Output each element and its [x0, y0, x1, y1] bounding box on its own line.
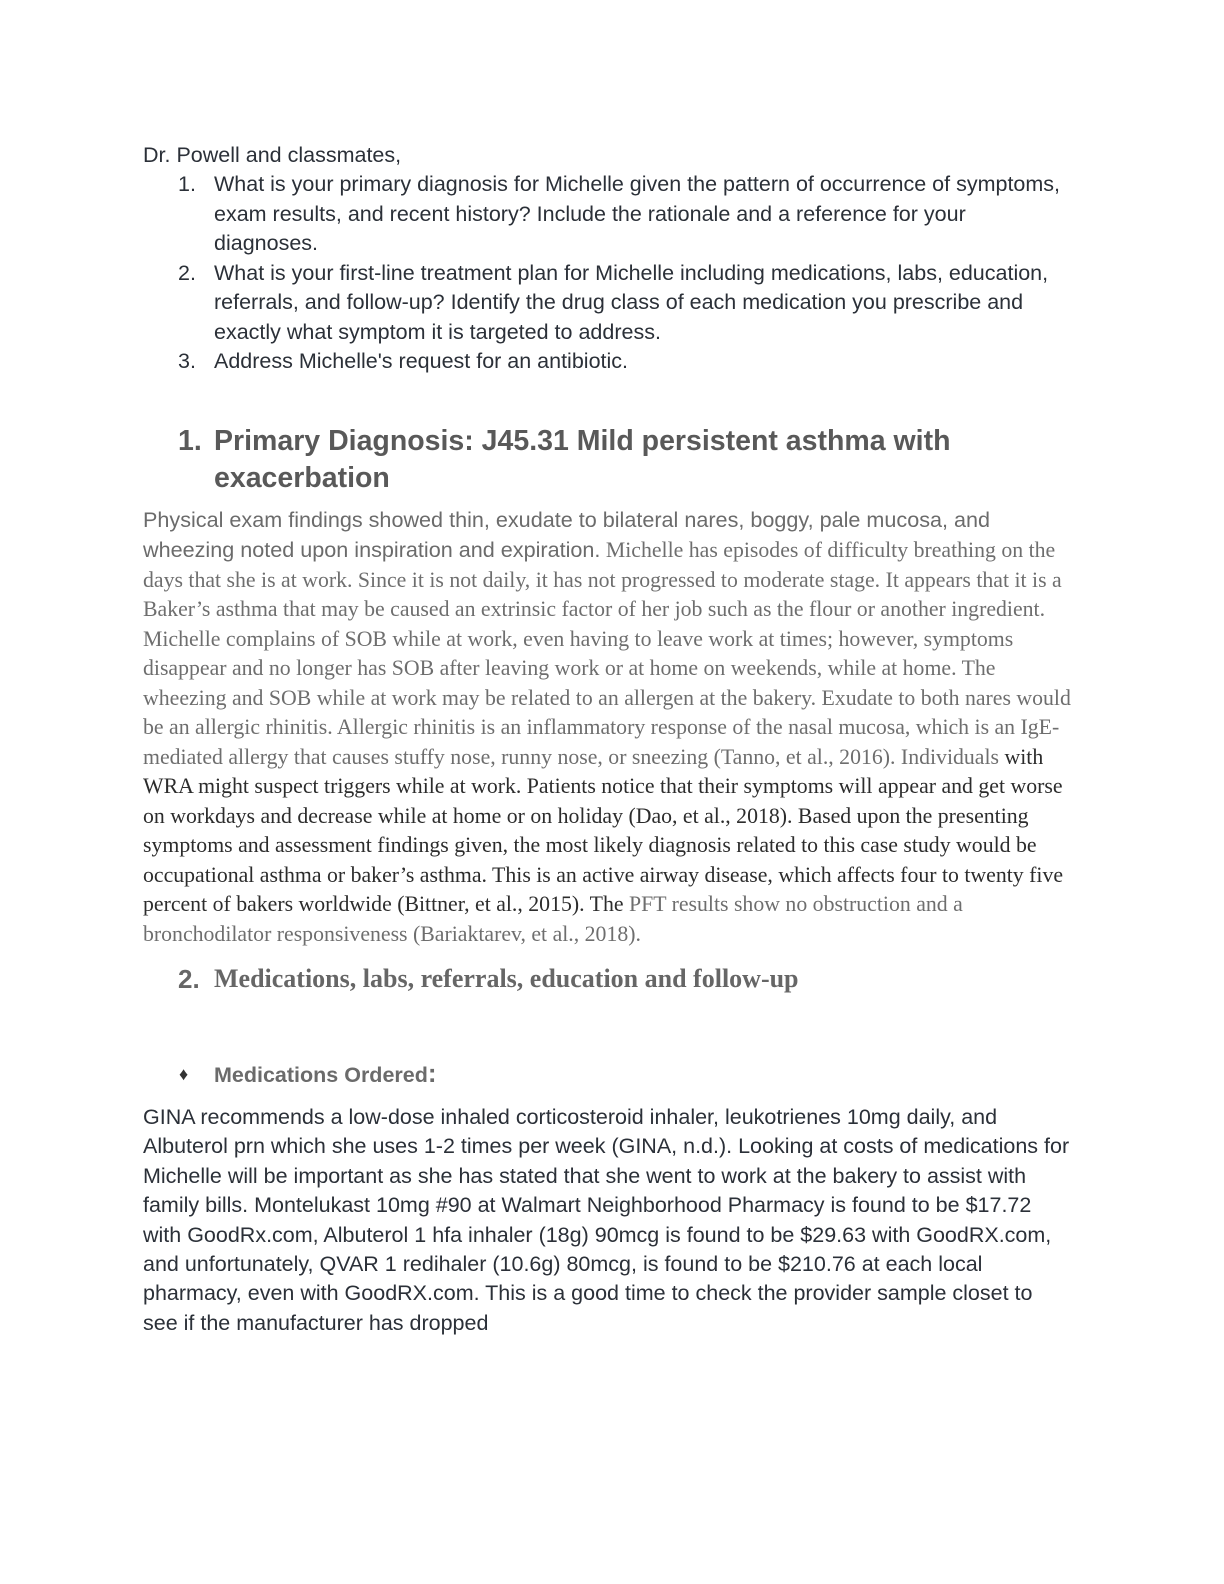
question-number: 1. [178, 172, 196, 196]
greeting: Dr. Powell and classmates, [143, 143, 402, 167]
diagnosis-paragraph [143, 505, 1073, 950]
question-number: 3. [178, 349, 196, 373]
paragraph-text: PFT results show no obstruction and a bronchodilator responsiveness (Bariaktarev, et al., 2018). [143, 892, 963, 946]
question-item [143, 170, 1073, 259]
document-page [143, 140, 1073, 1338]
question-item [143, 347, 1073, 377]
paragraph-text: with WRA might suspect triggers while at work. Patients notice that their symptoms will appear and get worse on workdays and decrease while at home or on holiday (Dao, et al., 2018). Based upon the presenting symptoms and assessment findings given, the most likely diagnosis related to this case study would be occupational asthma or baker’s asthma. This is an active airway disease, which affects four to twenty five percent of bakers worldwide (Bittner, et al., 2015). The [143, 744, 1064, 916]
question-text: What is your first-line treatment plan for Michelle including medications, labs, education, referrals, and follow-up? Identify the drug class of each medication you prescribe and exactly what symptom it is targeted to address. [214, 260, 1049, 344]
subheading-colon: : [427, 1058, 437, 1088]
diamond-bullet-icon: ♦ [179, 1064, 189, 1084]
question-list [143, 170, 1073, 377]
question-text: Address Michelle's request for an antibiotic. [214, 349, 629, 373]
question-number: 2. [178, 260, 196, 285]
section-heading-treatment [143, 962, 1073, 996]
section-number: 1. [178, 424, 202, 457]
question-item [143, 259, 1073, 348]
paragraph-text: Michelle has episodes of difficulty breathing on the days that she is at work. Since it is not daily, it has not progressed to moderate stage. It appears that it is a Baker’s asthma that may be caused an extrinsic factor of her job such as the flour or another ingredient. Michelle complains of SOB while at work, even having to leave work at times; however, symptoms disappear and no longer has SOB after leaving work or at home on weekends, while at home. The wheezing and SOB while at work may be related to an allergen at the bakery. Exudate to both nares would be an allergic rhinitis. Allergic rhinitis is an inflammatory response of the nasal mucosa, which is an IgE-mediated allergy that causes stuffy nose, runny nose, or sneezing (Tanno, et al., 2016). Individuals [143, 538, 1071, 769]
medications-paragraph: GINA recommends a low-dose inhaled corticosteroid inhaler, leukotrienes 10mg daily, and Albuterol prn which she uses 1-2 times per week (GINA, n.d.). Looking at costs of medications for Michelle will be important as she has stated that she went to work at the bakery to assist with family bills. Montelukast 10mg #90 at Walmart Neighborhood Pharmacy is found to be $17.72 with GoodRx.com, Albuterol 1 hfa inhaler (18g) 90mcg is found to be $29.63 with GoodRX.com, and unfortunately, QVAR 1 redihaler (10.6g) 80mcg, is found to be $210.76 at each local pharmacy, even with GoodRX.com. This is a good time to check the provider sample closet to see if the manufacturer has dropped [143, 1105, 1070, 1335]
subheading-medications [143, 1058, 1073, 1090]
section-heading-diagnosis [143, 423, 1073, 497]
section-title: Primary Diagnosis: J45.31 Mild persistent asthma with exacerbation [214, 424, 951, 494]
section-title: Medications, labs, referrals, education and follow-up [214, 964, 799, 993]
subheading-text: Medications Ordered [214, 1063, 428, 1087]
question-text: What is your primary diagnosis for Michelle given the pattern of occurrence of symptoms, exam results, and recent history? Include the rationale and a reference for your diagnoses. [214, 172, 1061, 255]
section-number: 2. [178, 964, 200, 994]
paragraph-text: Physical exam findings showed thin, exudate to bilateral nares, boggy, pale mucosa, and wheezing noted upon inspiration and expiration. [143, 506, 991, 562]
